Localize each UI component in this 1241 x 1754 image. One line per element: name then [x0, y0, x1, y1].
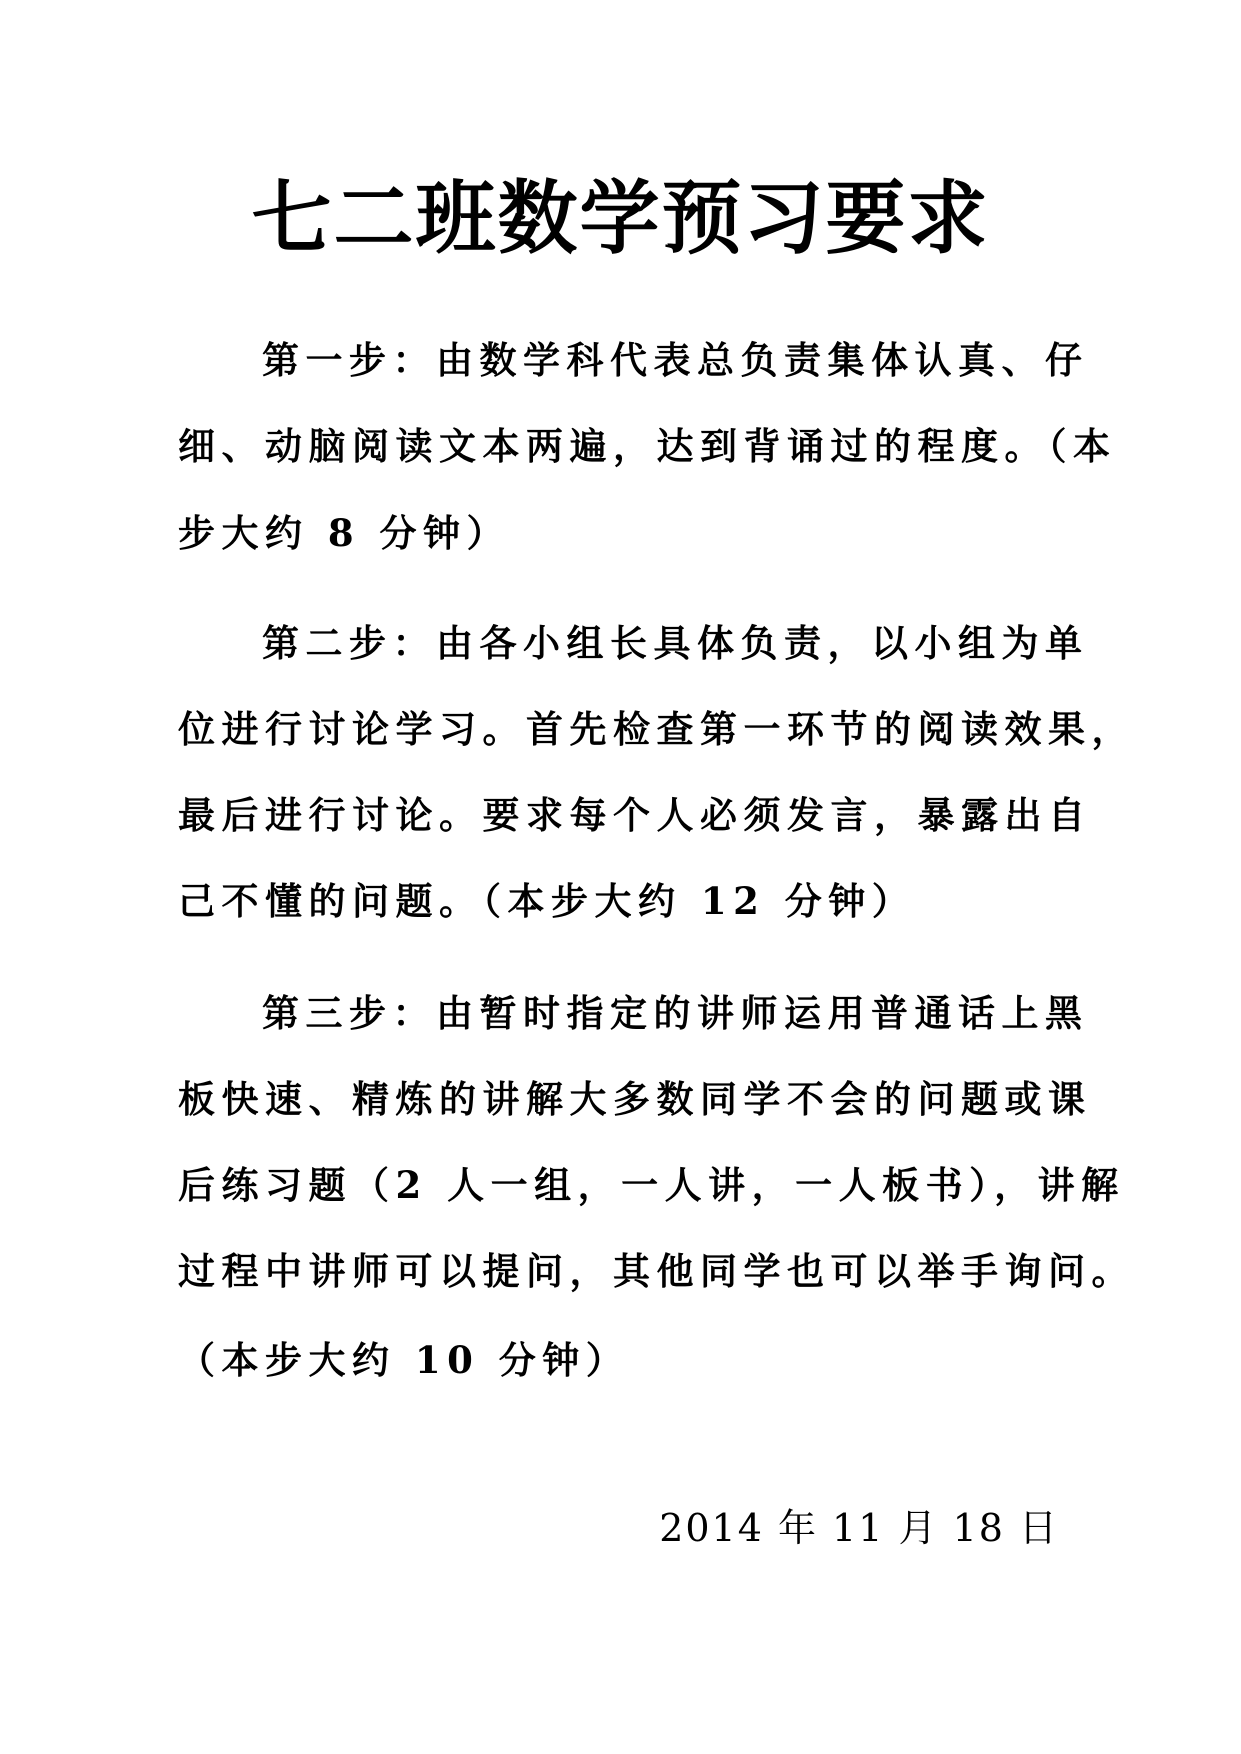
step-2-line-4: 己不懂的问题。（本步大约 12 分钟） — [178, 879, 916, 923]
step-2-line-1: 第二步：由各小组长具体负责，以小组为单 — [262, 621, 1089, 665]
step-3-line-4: 过程中讲师可以提问，其他同学也可以举手询问。 — [178, 1249, 1135, 1293]
document-title: 七二班数学预习要求 — [251, 171, 990, 265]
step-1-line-2: 细、动脑阅读文本两遍，达到背诵过的程度。（本 — [178, 424, 1117, 468]
document-date: 2014 年 11 月 18 日 — [659, 1506, 1059, 1550]
step-3-line-1: 第三步：由暂时指定的讲师运用普通话上黑 — [262, 991, 1089, 1035]
step-3-line-3: 后练习题（2 人一组，一人讲，一人板书），讲解 — [178, 1163, 1125, 1207]
step-3-line-5: （本步大约 10 分钟） — [178, 1338, 630, 1382]
step-1-line-1: 第一步：由数学科代表总负责集体认真、仔 — [262, 338, 1089, 382]
step-1-line-3: 步大约 8 分钟） — [178, 511, 511, 555]
step-2-line-3: 最后进行讨论。要求每个人必须发言，暴露出自 — [178, 793, 1092, 837]
step-2-line-2: 位进行讨论学习。首先检查第一环节的阅读效果， — [178, 707, 1135, 751]
step-3-line-2: 板快速、精炼的讲解大多数同学不会的问题或课 — [178, 1077, 1092, 1121]
